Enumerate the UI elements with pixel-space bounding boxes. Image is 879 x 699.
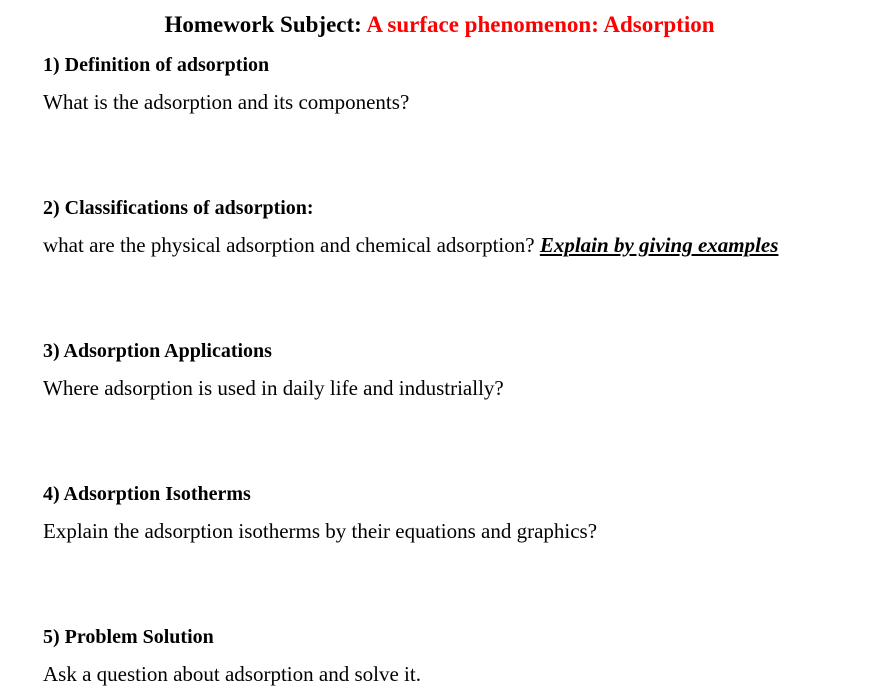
section-2-line (43, 233, 778, 258)
section-5-text: Ask a question about adsorption and solve it. (43, 662, 421, 686)
section-4-text: Explain the adsorption isotherms by their equations and graphics? (43, 519, 598, 543)
title-subject: A surface phenomenon: Adsorption (366, 12, 715, 37)
title-prefix: Homework Subject: (164, 12, 362, 37)
page-title (0, 12, 879, 38)
section-1-text: What is the adsorption and its components? (43, 90, 410, 114)
section-3-heading: 3) Adsorption Applications (43, 340, 272, 362)
section-2-heading: 2) Classifications of adsorption: (43, 197, 314, 219)
section-3-text: Where adsorption is used in daily life and industrially? (43, 376, 504, 400)
section-2-text: what are the physical adsorption and chemical adsorption? (43, 233, 535, 257)
section-4-heading: 4) Adsorption Isotherms (43, 483, 251, 505)
section-2-emphasis: Explain by giving examples (539, 233, 779, 257)
section-5-heading: 5) Problem Solution (43, 626, 214, 648)
section-1-heading: 1) Definition of adsorption (43, 54, 270, 76)
